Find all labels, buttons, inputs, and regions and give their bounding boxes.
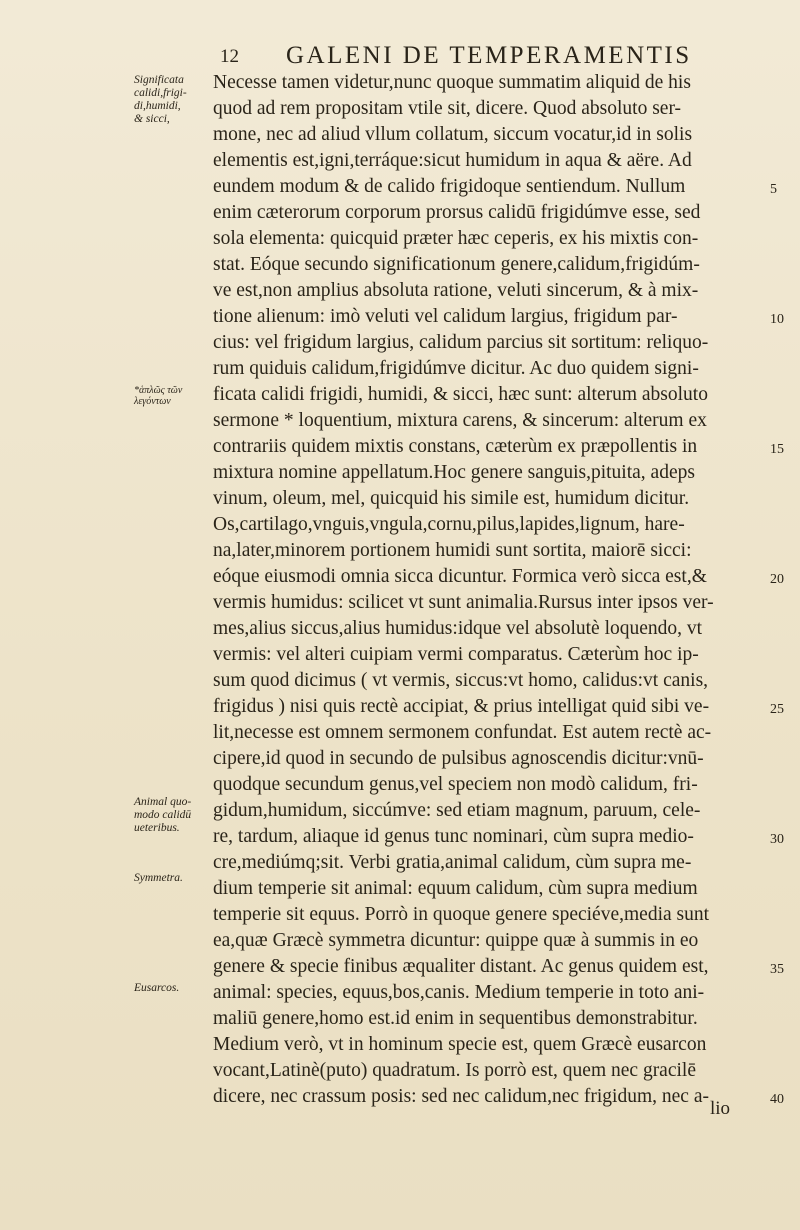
margin-note-line: & sicci, [134, 113, 170, 125]
text-line: na,later,minorem portionem humidi sunt sortita, maiorē sicci: [213, 540, 692, 561]
line-number: 25 [770, 702, 784, 717]
main-text [213, 70, 773, 1110]
text-line: enim cæterorum corporum prorsus calidū frigidúmve esse, sed [213, 202, 701, 223]
catchword: lio [710, 1098, 731, 1119]
running-title: GALENI DE TEMPERAMENTIS [286, 42, 692, 69]
margin-note-significata [134, 74, 212, 126]
text-line: quod ad rem propositam vtile sit, dicere. Quod absoluto ser- [213, 98, 682, 119]
text-line: maliū genere,homo est.id enim in sequentibus demonstrabitur. [213, 1008, 698, 1029]
text-line: stat. Eóque secundo significationum genere,calidum,frigidúm- [213, 254, 700, 275]
text-line: eundem modum & de calido frigidoque sentiendum. Nullum [213, 176, 686, 197]
text-line: mes,alius siccus,alius humidus:idque vel absolutè loquendo, vt [213, 618, 703, 639]
line-number: 40 [770, 1092, 784, 1107]
text-line: sum quod dicimus ( vt vermis, siccus:vt homo, calidus:vt canis, [213, 670, 709, 691]
text-line: vermis: vel alteri cuipiam vermi comparatus. Cæterùm hoc ip- [213, 644, 699, 665]
text-line: quodque secundum genus,vel speciem non modò calidum, fri- [213, 774, 698, 795]
text-line: cius: vel frigidum largius, calidum parcius sit sortitum: reliquo- [213, 332, 709, 353]
margin-note-eusarcos [134, 982, 212, 995]
margin-note-line: Eusarcos. [134, 982, 180, 994]
text-line: dicere, nec crassum posis: sed nec calidum,nec frigidum, nec a- [213, 1086, 709, 1107]
line-number: 20 [770, 572, 784, 587]
text-line: tione alienum: imò veluti vel calidum largius, frigidum par- [213, 306, 678, 327]
text-line: rum quiduis calidum,frigidúmve dicitur. Ac duo quidem signi- [213, 358, 699, 379]
text-line: animal: species, equus,bos,canis. Medium temperie in toto ani- [213, 982, 705, 1003]
text-line: sermone * loquentium, mixtura carens, & sincerum: alterum ex [213, 410, 707, 431]
text-line: re, tardum, aliaque id genus tunc nominari, cùm supra medio- [213, 826, 694, 847]
page-header [220, 40, 720, 72]
text-line: Os,cartilago,vnguis,vngula,cornu,pilus,lapides,lignum, hare- [213, 514, 685, 535]
margin-note-symmetra [134, 872, 212, 885]
text-line: Medium verò, vt in hominum specie est, quem Græcè eusarcon [213, 1034, 707, 1055]
margin-note-line: ueteribus. [134, 822, 180, 834]
text-line: eóque eiusmodi omnia sicca dicuntur. Formica verò sicca est,& [213, 566, 707, 587]
text-line: vocant,Latinè(puto) quadratum. Is porrò est, quem nec gracilē [213, 1060, 696, 1081]
margin-note-line: Animal quo- [134, 796, 192, 808]
text-line: genere & specie finibus æqualiter distant. Ac genus quidem est, [213, 956, 709, 977]
margin-note-line: λεγόντων [134, 396, 171, 407]
text-line: vermis humidus: scilicet vt sunt animalia.Rursus inter ipsos ver- [213, 592, 714, 613]
text-line: sola elementa: quicquid præter hæc ceperis, ex his mixtis con- [213, 228, 699, 249]
text-line: ve est,non amplius absoluta ratione, veluti sincerum, & à mix- [213, 280, 699, 301]
text-line: frigidus ) nisi quis rectè accipiat, & prius intelligat quid sibi ve- [213, 696, 710, 717]
line-number: 35 [770, 962, 784, 977]
text-line: elementis est,igni,terráque:sicut humidum in aqua & aëre. Ad [213, 150, 692, 171]
margin-note-line: Significata [134, 74, 184, 86]
line-number: 30 [770, 832, 784, 847]
margin-note-greek [134, 385, 212, 407]
text-line: cre,mediúmq;sit. Verbi gratia,animal calidum, cùm supra me- [213, 852, 692, 873]
margin-note-animal [134, 796, 212, 835]
line-number: 10 [770, 312, 784, 327]
margin-note-line: Symmetra. [134, 872, 183, 884]
text-line: dium temperie sit animal: equum calidum, cùm supra medium [213, 878, 698, 899]
folio-number: 12 [220, 46, 239, 67]
text-line: cipere,id quod in secundo de pulsibus agnoscendis dicitur:vnū- [213, 748, 704, 769]
text-line: contrariis quidem mixtis constans, cæterùm ex præpollentis in [213, 436, 698, 457]
text-line: mone, nec ad aliud vllum collatum, siccum vocatur,id in solis [213, 124, 693, 145]
text-line: mixtura nomine appellatum.Hoc genere sanguis,pituita, adeps [213, 462, 695, 483]
text-line: gidum,humidum, siccúmve: sed etiam magnum, paruum, cele- [213, 800, 701, 821]
text-line: lit,necesse est omnem sermonem confundat. Est autem rectè ac- [213, 722, 712, 743]
text-line: Necesse tamen videtur,nunc quoque summatim aliquid de his [213, 72, 691, 93]
margin-note-line: modo calidū [134, 809, 192, 821]
line-number: 15 [770, 442, 784, 457]
line-number: 5 [770, 182, 777, 197]
text-line: ea,quæ Græcè symmetra dicuntur: quippe quæ à summis in eo [213, 930, 699, 951]
margin-note-line: calidi,frigi- [134, 87, 187, 99]
text-line: temperie sit equus. Porrò in quoque genere speciéve,media sunt [213, 904, 710, 925]
margin-note-line: di,humidi, [134, 100, 181, 112]
text-line: ficata calidi frigidi, humidi, & sicci, hæc sunt: alterum absoluto [213, 384, 708, 405]
margin-note-line: *ἁπλῶς τῶν [134, 385, 183, 396]
text-line: vinum, oleum, mel, quicquid his simile est, humidum dicitur. [213, 488, 690, 509]
